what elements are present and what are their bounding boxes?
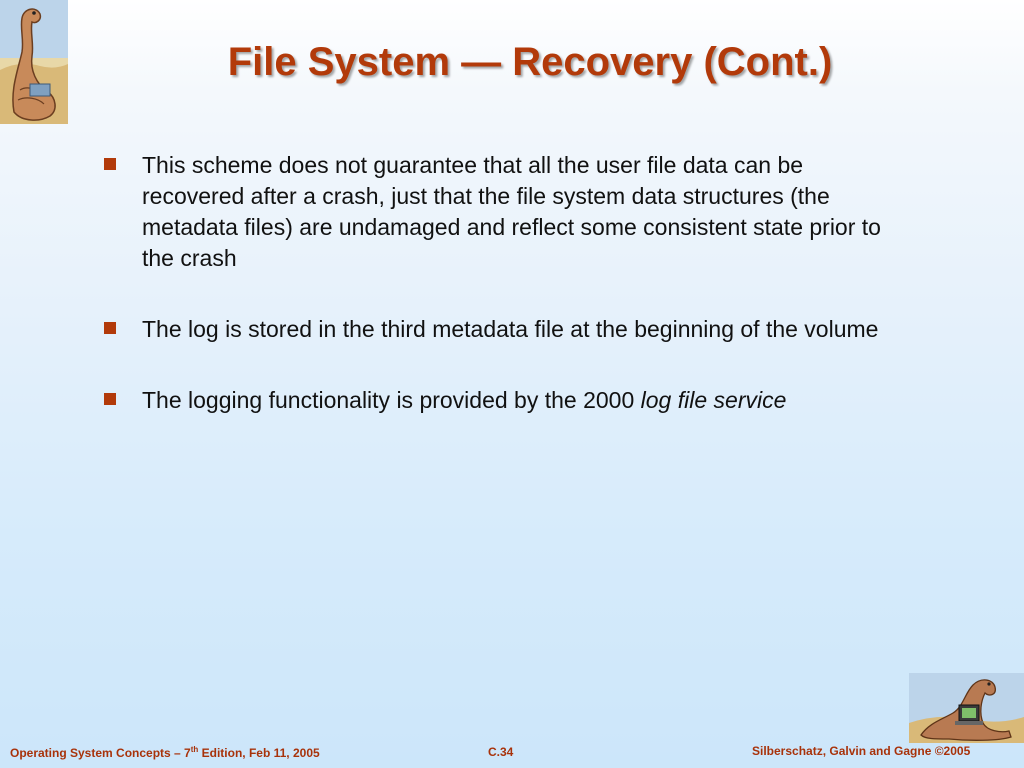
footer-book-sup: th xyxy=(190,745,199,754)
bullet-text-plain: The logging functionality is provided by the 2000 xyxy=(142,387,641,413)
square-bullet-icon xyxy=(104,158,116,170)
footer-book-edition xyxy=(10,745,320,760)
list-item xyxy=(104,385,884,416)
bullet-text-italic: log file service xyxy=(640,387,787,413)
bullet-text: The log is stored in the third metadata file at the beginning of the volume xyxy=(142,316,879,342)
list-item xyxy=(104,150,884,274)
footer-book-prefix: Operating System Concepts – 7 xyxy=(10,746,191,760)
list-item xyxy=(104,314,884,345)
dinosaur-computer-logo-icon xyxy=(909,673,1024,743)
bullet-list xyxy=(104,150,884,456)
square-bullet-icon xyxy=(104,393,116,405)
footer-book-suffix: Edition, Feb 11, 2005 xyxy=(198,746,320,760)
slide-title: File System — Recovery (Cont.) xyxy=(227,40,833,84)
bullet-text xyxy=(142,387,786,413)
footer-copyright: Silberschatz, Galvin and Gagne ©2005 xyxy=(752,744,971,758)
footer-page-number: C.34 xyxy=(488,745,514,759)
square-bullet-icon xyxy=(104,322,116,334)
bullet-text: This scheme does not guarantee that all the user file data can be recovered after a crash, just that the file system data structures (the metadata files) are undamaged and reflect some consistent state prior to the crash xyxy=(142,152,881,271)
